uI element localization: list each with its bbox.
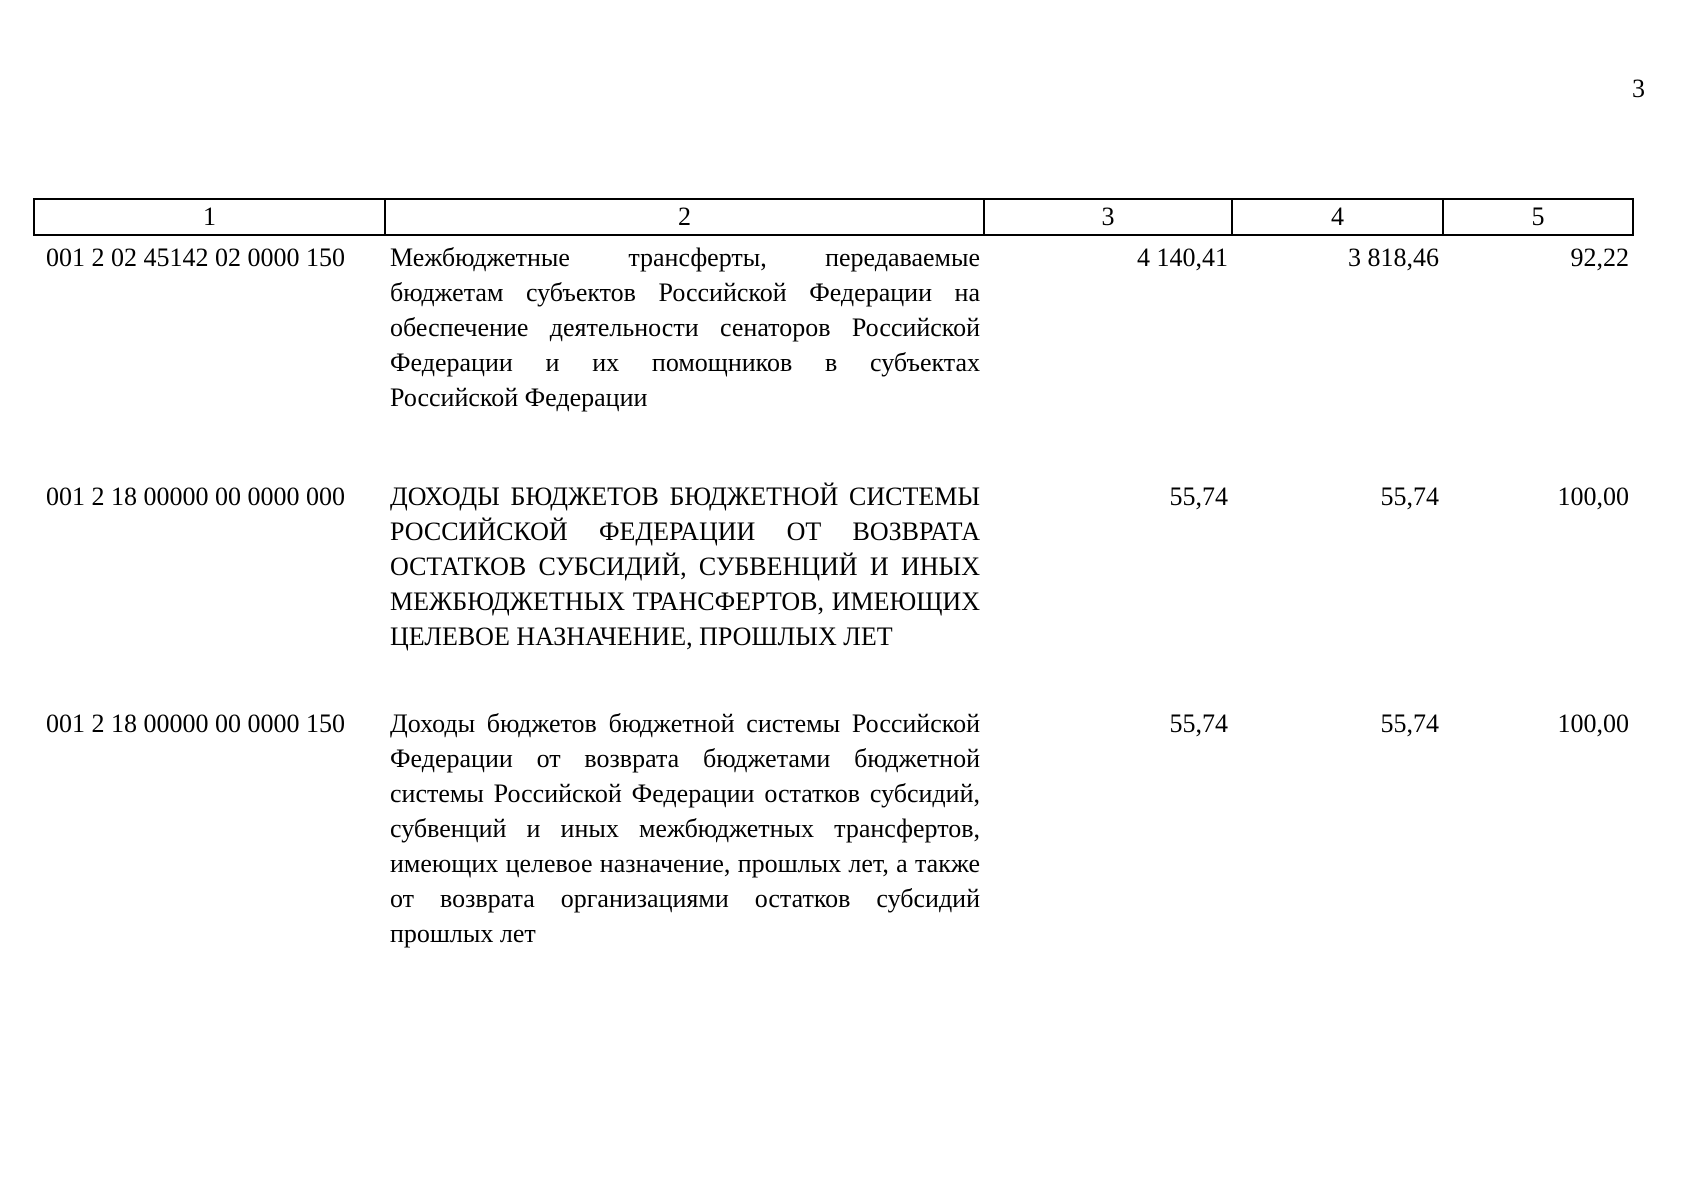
column-header-5: 5	[1443, 199, 1633, 235]
budget-table	[33, 198, 1634, 951]
value-cell-col3: 4 140,41	[1137, 243, 1228, 272]
description-cell: Межбюджетные трансферты, передаваемые бюджетам субъектов Российской Федерации на обеспечение деятельности сенаторов Российской Федерации и их помощников в субъектах Российской Федерации	[390, 243, 980, 412]
column-header-1: 1	[34, 199, 385, 235]
budget-code-cell: 001 2 02 45142 02 0000 150	[46, 243, 345, 272]
budget-code-cell: 001 2 18 00000 00 0000 000	[46, 482, 345, 511]
table-row	[34, 706, 1633, 951]
value-cell-col5: 100,00	[1557, 482, 1629, 511]
description-cell: Доходы бюджетов бюджетной системы Российской Федерации от возврата бюджетами бюджетной системы Российской Федерации остатков субсидий, субвенций и иных межбюджетных трансфертов, имеющих целевое назначение, прошлых лет, а также от возврата организациями остатков субсидий прошлых лет	[390, 709, 980, 948]
column-header-2: 2	[385, 199, 984, 235]
budget-code-cell: 001 2 18 00000 00 0000 150	[46, 709, 345, 738]
page-number: 3	[1632, 74, 1645, 103]
value-cell-col4: 55,74	[1380, 482, 1439, 511]
value-cell-col3: 55,74	[1169, 709, 1228, 738]
column-header-3: 3	[984, 199, 1232, 235]
value-cell-col4: 3 818,46	[1348, 243, 1439, 272]
value-cell-col3: 55,74	[1169, 482, 1228, 511]
description-cell: ДОХОДЫ БЮДЖЕТОВ БЮДЖЕТНОЙ СИСТЕМЫ РОССИЙСКОЙ ФЕДЕРАЦИИ ОТ ВОЗВРАТА ОСТАТКОВ СУБСИДИЙ, СУБВЕНЦИЙ И ИНЫХ МЕЖБЮДЖЕТНЫХ ТРАНСФЕРТОВ, ИМЕЮЩИХ ЦЕЛЕВОЕ НАЗНАЧЕНИЕ, ПРОШЛЫХ ЛЕТ	[390, 482, 980, 651]
table-row	[34, 235, 1633, 479]
value-cell-col5: 92,22	[1570, 243, 1629, 272]
table-header-row	[34, 199, 1633, 235]
value-cell-col4: 55,74	[1380, 709, 1439, 738]
value-cell-col5: 100,00	[1557, 709, 1629, 738]
table-row	[34, 479, 1633, 706]
column-header-4: 4	[1232, 199, 1443, 235]
